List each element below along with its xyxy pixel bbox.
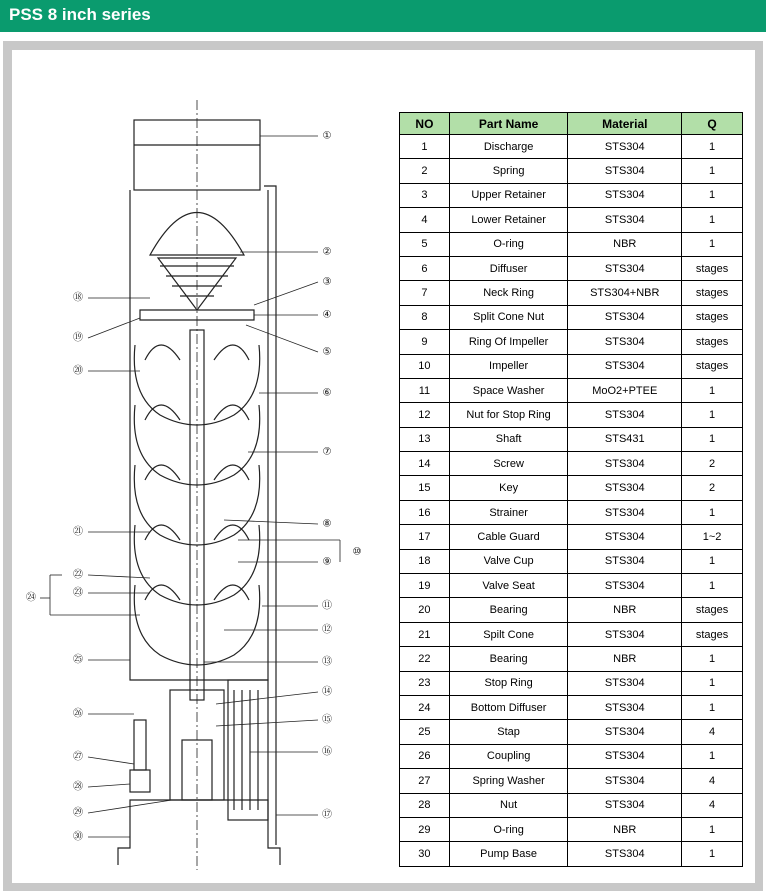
cell-no: 21: [400, 622, 450, 646]
cell-quantity: 1: [682, 159, 743, 183]
table-row: [400, 793, 743, 817]
table-row: [400, 574, 743, 598]
cell-no: 27: [400, 769, 450, 793]
cell-part-name: O-ring: [449, 232, 568, 256]
cell-quantity: 1: [682, 695, 743, 719]
cell-part-name: Nut: [449, 793, 568, 817]
callout-27: ㉗: [73, 751, 83, 763]
cell-part-name: Upper Retainer: [449, 183, 568, 207]
table-row: [400, 647, 743, 671]
cell-part-name: Spring: [449, 159, 568, 183]
cell-material: STS304: [568, 671, 682, 695]
stap-stud: [134, 720, 146, 770]
cell-part-name: Nut for Stop Ring: [449, 403, 568, 427]
table-row: [400, 500, 743, 524]
callout-13: ⑬: [322, 656, 332, 668]
cell-material: NBR: [568, 232, 682, 256]
cell-part-name: Discharge: [449, 135, 568, 159]
cell-quantity: stages: [682, 281, 743, 305]
cell-material: STS304: [568, 305, 682, 329]
table-row: [400, 159, 743, 183]
table-row: [400, 769, 743, 793]
cell-part-name: Split Cone Nut: [449, 305, 568, 329]
cell-quantity: 1: [682, 842, 743, 866]
cell-material: STS304: [568, 793, 682, 817]
callout-20: ⑳: [73, 365, 83, 377]
cell-no: 23: [400, 671, 450, 695]
cell-quantity: 1: [682, 208, 743, 232]
callout-12: ⑫: [322, 624, 332, 636]
cell-quantity: 1: [682, 744, 743, 768]
cell-quantity: 1~2: [682, 525, 743, 549]
nut: [130, 770, 150, 792]
table-row: [400, 330, 743, 354]
cell-no: 1: [400, 135, 450, 159]
cell-material: STS304: [568, 574, 682, 598]
cell-no: 29: [400, 817, 450, 841]
cell-no: 5: [400, 232, 450, 256]
cell-quantity: 4: [682, 769, 743, 793]
cell-part-name: Screw: [449, 452, 568, 476]
table-row: [400, 695, 743, 719]
cell-material: STS304: [568, 622, 682, 646]
callout-30: ㉚: [73, 831, 83, 843]
cell-no: 9: [400, 330, 450, 354]
callout-22: ㉒: [73, 569, 83, 581]
cell-no: 25: [400, 720, 450, 744]
callout-9: ⑨: [322, 556, 332, 568]
callout-4: ④: [322, 309, 332, 321]
cell-part-name: Impeller: [449, 354, 568, 378]
cell-part-name: O-ring: [449, 817, 568, 841]
strainer: [228, 680, 268, 820]
callout-19: ⑲: [73, 332, 83, 344]
table-row: [400, 256, 743, 280]
table-row: [400, 671, 743, 695]
table-row: [400, 817, 743, 841]
cell-material: STS304: [568, 159, 682, 183]
cell-material: STS304: [568, 354, 682, 378]
cell-part-name: Valve Cup: [449, 549, 568, 573]
table-row: [400, 183, 743, 207]
cell-material: STS304: [568, 500, 682, 524]
cell-no: 15: [400, 476, 450, 500]
cell-no: 17: [400, 525, 450, 549]
cell-no: 20: [400, 598, 450, 622]
callout-5: ⑤: [322, 346, 332, 358]
header-material: Material: [568, 113, 682, 135]
table-row: [400, 305, 743, 329]
cell-no: 30: [400, 842, 450, 866]
cell-material: STS304: [568, 330, 682, 354]
table-row: [400, 452, 743, 476]
cell-quantity: 1: [682, 378, 743, 402]
cell-part-name: Pump Base: [449, 842, 568, 866]
page-title: PSS 8 inch series: [9, 5, 151, 24]
table-row: [400, 135, 743, 159]
cell-no: 13: [400, 427, 450, 451]
cell-part-name: Ring Of Impeller: [449, 330, 568, 354]
cell-quantity: 1: [682, 135, 743, 159]
cell-quantity: 1: [682, 817, 743, 841]
table-row: [400, 622, 743, 646]
callout-7: ⑦: [322, 446, 332, 458]
cell-material: STS304: [568, 183, 682, 207]
callout-8: ⑧: [322, 518, 332, 530]
cell-material: STS304: [568, 208, 682, 232]
cell-quantity: 1: [682, 403, 743, 427]
table-row: [400, 525, 743, 549]
table-row: [400, 208, 743, 232]
cell-quantity: 1: [682, 500, 743, 524]
callout-28: ㉘: [73, 781, 83, 793]
cell-quantity: 1: [682, 232, 743, 256]
cell-part-name: Bottom Diffuser: [449, 695, 568, 719]
cell-part-name: Bearing: [449, 647, 568, 671]
pump-base: [118, 800, 280, 865]
cell-part-name: Lower Retainer: [449, 208, 568, 232]
cell-no: 14: [400, 452, 450, 476]
cell-quantity: 2: [682, 476, 743, 500]
cell-material: STS304: [568, 476, 682, 500]
callout-21: ㉑: [73, 526, 83, 538]
header-no: NO: [400, 113, 450, 135]
cell-quantity: 1: [682, 427, 743, 451]
cell-quantity: stages: [682, 598, 743, 622]
table-row: [400, 232, 743, 256]
cell-material: NBR: [568, 817, 682, 841]
cell-part-name: Diffuser: [449, 256, 568, 280]
table-row: [400, 378, 743, 402]
cell-quantity: 4: [682, 720, 743, 744]
cell-part-name: Bearing: [449, 598, 568, 622]
callout-15: ⑮: [322, 714, 332, 726]
cell-quantity: 1: [682, 574, 743, 598]
table-row: [400, 476, 743, 500]
cell-material: NBR: [568, 598, 682, 622]
cell-material: STS304: [568, 744, 682, 768]
header-quantity: Q: [682, 113, 743, 135]
callout-16: ⑯: [322, 746, 332, 758]
cell-material: STS304: [568, 525, 682, 549]
cell-material: STS304: [568, 720, 682, 744]
cell-quantity: stages: [682, 354, 743, 378]
cell-no: 7: [400, 281, 450, 305]
cell-part-name: Shaft: [449, 427, 568, 451]
cell-quantity: 4: [682, 793, 743, 817]
cell-no: 11: [400, 378, 450, 402]
callout-18: ⑱: [73, 292, 83, 304]
cell-no: 10: [400, 354, 450, 378]
cell-no: 2: [400, 159, 450, 183]
cell-no: 4: [400, 208, 450, 232]
outer-casing: [130, 190, 268, 680]
cell-material: STS304: [568, 256, 682, 280]
cell-material: STS304: [568, 695, 682, 719]
cell-no: 18: [400, 549, 450, 573]
callout-26: ㉖: [73, 708, 83, 720]
cell-part-name: Spring Washer: [449, 769, 568, 793]
cable-guard: [264, 186, 276, 845]
cell-part-name: Strainer: [449, 500, 568, 524]
cell-no: 24: [400, 695, 450, 719]
cell-part-name: Coupling: [449, 744, 568, 768]
cell-material: NBR: [568, 647, 682, 671]
table-row: [400, 354, 743, 378]
table-row: [400, 427, 743, 451]
callout-25: ㉕: [73, 654, 83, 666]
cell-part-name: Space Washer: [449, 378, 568, 402]
cell-material: STS304: [568, 403, 682, 427]
callout-6: ⑥: [322, 387, 332, 399]
cell-quantity: stages: [682, 305, 743, 329]
cell-no: 16: [400, 500, 450, 524]
cell-no: 8: [400, 305, 450, 329]
parts-table-body: [400, 135, 743, 867]
cell-part-name: Stop Ring: [449, 671, 568, 695]
cell-no: 26: [400, 744, 450, 768]
cell-part-name: Key: [449, 476, 568, 500]
cell-material: MoO2+PTEE: [568, 378, 682, 402]
callout-23: ㉓: [73, 587, 83, 599]
cell-part-name: Spilt Cone: [449, 622, 568, 646]
cell-part-name: Stap: [449, 720, 568, 744]
cell-quantity: 1: [682, 647, 743, 671]
cell-quantity: 1: [682, 671, 743, 695]
callout-3: ③: [322, 276, 332, 288]
callout-29: ㉙: [73, 807, 83, 819]
cell-no: 12: [400, 403, 450, 427]
callout-11: ⑪: [322, 600, 332, 612]
callout-14: ⑭: [322, 686, 332, 698]
cell-no: 28: [400, 793, 450, 817]
table-row: [400, 549, 743, 573]
cell-quantity: stages: [682, 330, 743, 354]
cell-quantity: 1: [682, 183, 743, 207]
table-row: [400, 281, 743, 305]
cell-part-name: Valve Seat: [449, 574, 568, 598]
cell-material: STS304: [568, 135, 682, 159]
callout-10: ⑩: [352, 546, 362, 558]
cell-quantity: 2: [682, 452, 743, 476]
table-header-row: [400, 113, 743, 135]
table-row: [400, 403, 743, 427]
cell-quantity: stages: [682, 622, 743, 646]
callout-2: ②: [322, 246, 332, 258]
cell-quantity: stages: [682, 256, 743, 280]
cell-quantity: 1: [682, 549, 743, 573]
cell-material: STS304: [568, 842, 682, 866]
callout-24: ㉔: [26, 592, 36, 604]
cell-material: STS431: [568, 427, 682, 451]
cell-material: STS304: [568, 549, 682, 573]
table-row: [400, 744, 743, 768]
cell-no: 6: [400, 256, 450, 280]
cell-no: 22: [400, 647, 450, 671]
cell-part-name: Cable Guard: [449, 525, 568, 549]
cell-material: STS304: [568, 769, 682, 793]
header-part-name: Part Name: [449, 113, 568, 135]
cell-no: 19: [400, 574, 450, 598]
cell-material: STS304: [568, 452, 682, 476]
table-row: [400, 720, 743, 744]
cell-part-name: Neck Ring: [449, 281, 568, 305]
callout-1: ①: [322, 130, 332, 142]
parts-table: [399, 112, 743, 867]
cell-no: 3: [400, 183, 450, 207]
cell-material: STS304+NBR: [568, 281, 682, 305]
table-row: [400, 598, 743, 622]
callout-17: ⑰: [322, 809, 332, 821]
table-row: [400, 842, 743, 866]
